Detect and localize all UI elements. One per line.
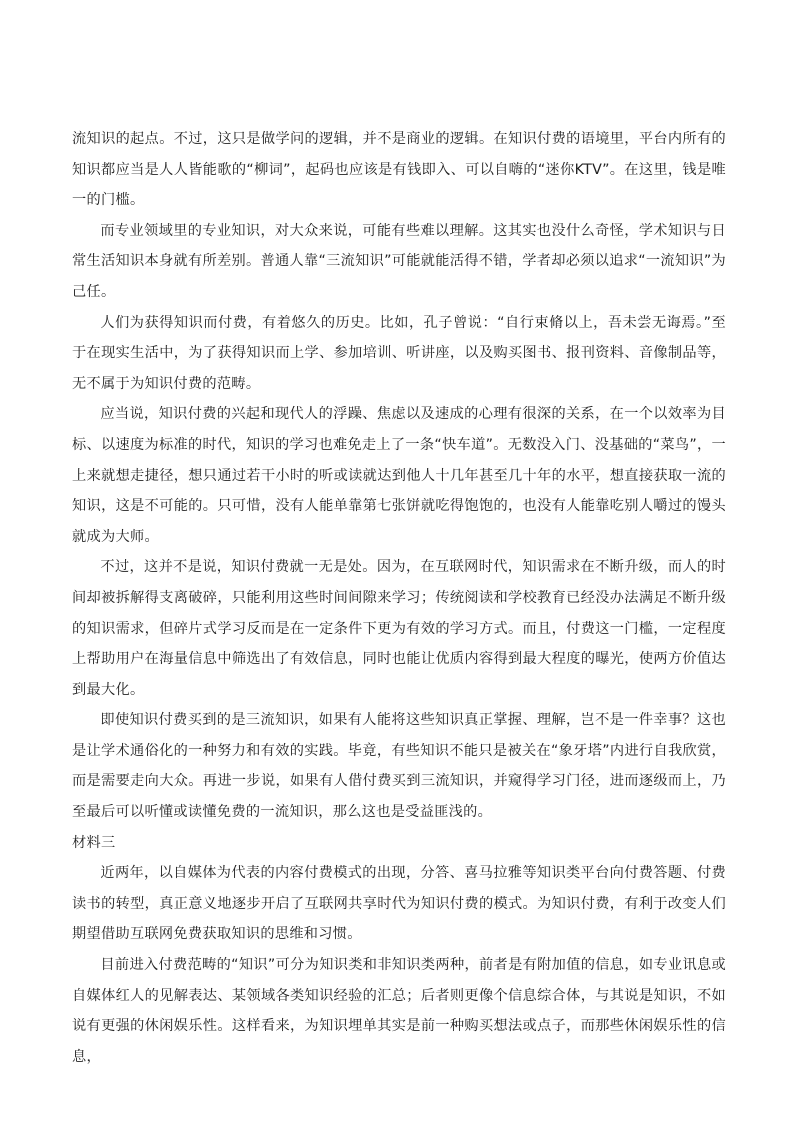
- paragraph-2: 而专业领域里的专业知识，对大众来说，可能有些难以理解。这其实也没什么奇怪，学术知识与日常生活知识本身就有所差别。普通人靠“三流知识”可能就能活得不错，学者却必须以追求“一流知识”为己任。: [72, 222, 726, 300]
- paragraph-6: 即使知识付费买到的是三流知识，如果有人能将这些知识真正掌握、理解，岂不是一件幸事？这也是让学术通俗化的一种努力和有效的实践。毕竟，有些知识不能只是被关在“象牙塔”内进行自我欣赏，而是需要走向大众。再进一步说，如果有人借付费买到三流知识，并窥得学习门径，进而逐级而上，乃至最后可以听懂或读懂免费的一流知识，那么这也是受益匪浅的。: [72, 712, 726, 821]
- document-page: [72, 124, 726, 1072]
- paragraph-7: 近两年，以自媒体为代表的内容付费模式的出现，分答、喜马拉雅等知识类平台向付费答题、付费读书的转型，真正意义地逐步开启了互联网共享时代为知识付费的模式。为知识付费，有利于改变人们期望借助互联网免费获取知识的思维和习惯。: [72, 865, 726, 943]
- paragraph-8: 目前进入付费范畴的“知识”可分为知识类和非知识类两种，前者是有附加值的信息，如专业讯息或自媒体红人的见解表达、某领域各类知识经验的汇总；后者则更像个信息综合体，与其说是知识，不如说有更强的休闲娱乐性。这样看来，为知识埋单其实是前一种购买想法或点子，而那些休闲娱乐性的信息，: [72, 957, 726, 1065]
- paragraph-3: 人们为获得知识而付费，有着悠久的历史。比如，孔子曾说：“自行束脩以上，吾未尝无诲焉。”至于在现实生活中，为了获得知识而上学、参加培训、听讲座，以及购买图书、报刊资料、音像制品等，无不属于为知识付费的范畴。: [72, 314, 726, 392]
- section-heading-material-three: 材料三: [72, 834, 116, 851]
- paragraph-5: 不过，这并不是说，知识付费就一无是处。因为，在互联网时代，知识需求在不断升级，而人的时间却被拆解得支离破碎，只能利用这些时间间隙来学习；传统阅读和学校教育已经没办法满足不断升级的知识需求，但碎片式学习反而是在一定条件下更为有效的学习方式。而且，付费这一门槛，一定程度上帮助用户在海量信息中筛选出了有效信息，同时也能让优质内容得到最大程度的曝光，使两方价值达到最大化。: [72, 559, 726, 698]
- paragraph-1: 流知识的起点。不过，这只是做学问的逻辑，并不是商业的逻辑。在知识付费的语境里，平台内所有的知识都应当是人人皆能歌的“柳词”，起码也应该是有钱即入、可以自嗨的“迷你KTV”。在这里，钱是唯一的门槛。: [72, 131, 726, 209]
- paragraph-4: 应当说，知识付费的兴起和现代人的浮躁、焦虑以及速成的心理有很深的关系，在一个以效率为目标、以速度为标准的时代，知识的学习也难免走上了一条“快车道”。无数没入门、没基础的“菜鸟”，一上来就想走捷径，想只通过若干小时的听或读就达到他人十几年甚至几十年的水平，想直接获取一流的知识，这是不可能的。只可惜，没有人能单靠第七张饼就吃得饱饱的，也没有人能靠吃别人嚼过的馒头就成为大师。: [72, 406, 726, 545]
